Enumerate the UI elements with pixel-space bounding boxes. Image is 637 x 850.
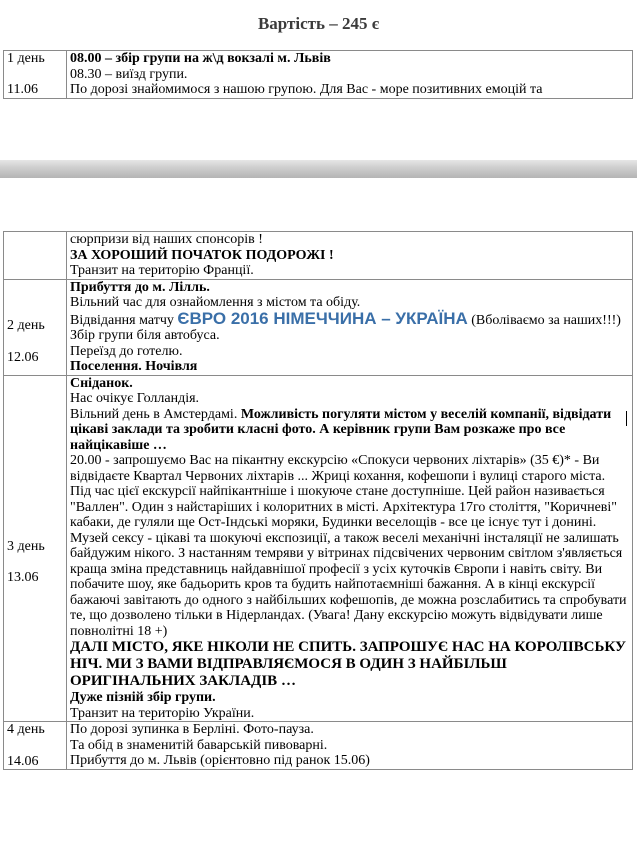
table-row [4, 232, 633, 280]
euro-match-highlight: ЄВРО 2016 НІМЕЧЧИНА – УКРАЇНА [177, 308, 468, 328]
day-number: 4 день [7, 722, 45, 737]
night-paragraph: ДАЛІ МІСТО, ЯКЕ НІКОЛИ НЕ СПИТЬ. ЗАПРОШУЄ НАС НА КОРОЛІВСЬКУ НІЧ. МИ З ВАМИ ВІДПРАВЛЯЄМОСЯ В ОДИН З НАЙБІЛЬШ ОРИГІНАЛЬНИХ ЗАКЛАДІВ … [70, 639, 627, 689]
program-line: Вільний час для ознайомлення з містом та обіду. [70, 295, 361, 310]
table-row [4, 279, 633, 375]
match-prefix: Відвідання матчу [70, 312, 178, 328]
text-cursor [626, 411, 627, 426]
day-cell [4, 722, 67, 770]
price-heading: Вартість – 245 є [257, 14, 380, 33]
table-row [4, 51, 633, 99]
program-line: Нас очікує Голландія. [70, 391, 200, 406]
program-cell [67, 375, 633, 722]
program-line: Збір групи біля автобуса. [70, 328, 220, 343]
itinerary-table-page2 [3, 231, 633, 770]
itinerary-table-page1 [3, 50, 633, 99]
match-line [70, 308, 629, 329]
program-line: Транзит на територію Франції. [70, 263, 254, 278]
program-line: Транзит на територію України. [70, 705, 255, 721]
program-line: Дуже пізній збір групи. [70, 690, 216, 705]
tour-paragraph: 20.00 - запрошуємо Вас на пікантну екскурсію «Спокуси червоних ліхтарів» (35 €)* - Ви відвідаєте Квартал Червоних ліхтарів ... Жриці кохання, кофешопи і вулиці старого міста. Під час цієї екскурсії найпікантніше і шокуюче стане доступніше. Цей район називається "Валлен". Один з найстаріших і колоритних в місті. Архітектура 17го століття, "Коричневі" кабаки, де гуляли ще Ост-Індські моряки, Будинки веселощів - все це існує тут і донині. Музей сексу - цікаві та шокуючі експозиції, а також веселі механічні інсталяції не залишать байдужим нікого. З настанням темряви у вітринах підсвічених червоним світлом з'являється краща зміна представниць найдавнішої професії з усіх куточків Європи і навіть світу. Ви побачите шоу, яке бадьорить кров та будить найпотаємніші бажання. А в кінці екскурсії бажаючі завітають до одного з найбільших кофешопів, де можна розслабитись та спробувати те, що дозволено тільки в Нідерландах. (Увага! Дану екскурсію можуть відвідувати лише повнолітні 18 +) [70, 453, 627, 639]
match-suffix: (Вболіваємо за наших!!!) [467, 312, 621, 328]
day-number: 2 день [7, 317, 45, 333]
program-line: сюрпризи від наших спонсорів ! [70, 232, 263, 247]
table-row [4, 375, 633, 722]
day-cell [4, 232, 67, 280]
program-line: 08.30 – виїзд групи. [70, 66, 188, 82]
program-line: 08.00 – збір групи на ж\д вокзалі м. Львів [70, 51, 331, 66]
program-cell [67, 279, 633, 375]
free-day-bold: Можливість погуляти містом у веселій компанії, відвідати цікаві заклади та зробити класні фото. А керівник групи Вам розкаже про все найцікавіше … [70, 406, 612, 453]
program-line: Поселення. Ночівля [70, 359, 198, 374]
program-line: Прибуття до м. Львів (орієнтовно під ранок 15.06) [70, 753, 370, 768]
day-date: 14.06 [7, 753, 39, 769]
day-cell [4, 279, 67, 375]
day-cell [4, 51, 67, 99]
program-line: Переїзд до готелю. [70, 343, 183, 359]
free-day-text: Вільний день в Амстердамі. [70, 406, 241, 422]
day-cell [4, 375, 67, 722]
day-date: 12.06 [7, 350, 39, 365]
program-cell [67, 722, 633, 770]
program-line: Сніданок. [70, 375, 133, 391]
program-line: По дорозі знайомимося з нашою групою. Для Вас - море позитивних емоцій та [70, 82, 543, 97]
program-cell [67, 51, 633, 99]
program-cell [67, 232, 633, 280]
program-line: Прибуття до м. Лілль. [70, 279, 210, 295]
table-row [4, 722, 633, 770]
program-line: По дорозі зупинка в Берліні. Фото-пауза. [70, 722, 314, 737]
program-line: ЗА ХОРОШИЙ ПОЧАТОК ПОДОРОЖІ ! [70, 247, 334, 263]
program-paragraph [70, 407, 629, 454]
day-date: 13.06 [7, 570, 39, 585]
program-line: Та обід в знаменитій баварській пивоварні. [70, 737, 328, 753]
day-number: 1 день [7, 51, 45, 66]
page-break [0, 151, 637, 227]
day-number: 3 день [7, 538, 45, 554]
day-date: 11.06 [7, 81, 38, 97]
